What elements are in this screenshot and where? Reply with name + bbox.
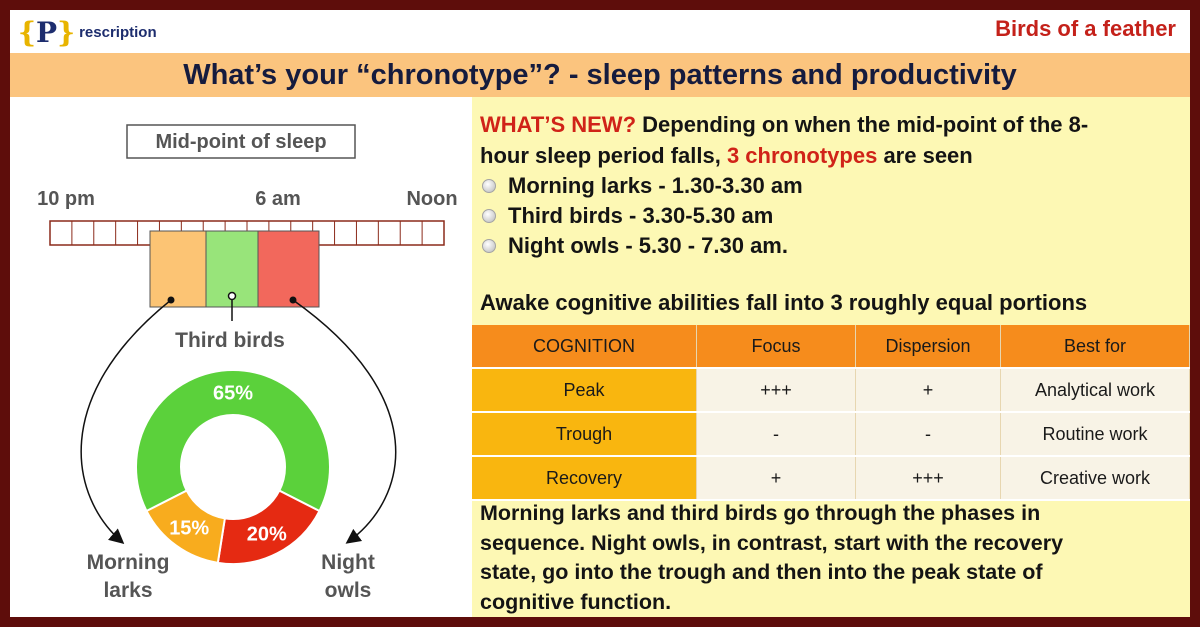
whats-new-text: WHAT’S NEW? Depending on when the mid-point of the 8- hour sleep period falls, 3 chronotypes are seen bbox=[480, 112, 1089, 168]
infographic-frame bbox=[10, 10, 1190, 617]
donut-value-label: 65% bbox=[212, 382, 254, 405]
tagline: Birds of a feather bbox=[995, 16, 1176, 41]
donut-value-label: 15% bbox=[169, 517, 210, 540]
chronotype-donut bbox=[136, 370, 330, 564]
header-focus: Focus bbox=[697, 325, 856, 368]
page-title: What’s your “chronotype”? - sleep patterns and productivity bbox=[10, 53, 1190, 97]
header-best-for: Best for bbox=[1001, 325, 1190, 368]
table-row: Trough - - Routine work bbox=[472, 412, 1190, 456]
list-item: Morning larks - 1.30-3.30 am bbox=[482, 171, 803, 201]
third-birds-label: Third birds bbox=[175, 329, 285, 352]
morning-label-line1: Morning bbox=[86, 551, 170, 574]
bullet-icon bbox=[482, 239, 496, 253]
morning-larks-block bbox=[150, 231, 206, 307]
third-marker bbox=[229, 293, 236, 300]
sleep-diagram bbox=[10, 97, 472, 617]
footer-text: Morning larks and third birds go through the phases in sequence. Night owls, in contrast, start with the recovery state, go into the trough and then into the peak state of cognitive function. bbox=[480, 501, 1064, 614]
awake-line: Awake cognitive abilities fall into 3 roughly equal portions bbox=[480, 290, 1088, 315]
logo-mark: {P} bbox=[18, 15, 76, 49]
morning-label-line2: larks bbox=[103, 579, 153, 602]
chronotypes-highlight: 3 chronotypes bbox=[726, 143, 878, 168]
owls-label-line2: owls bbox=[324, 579, 372, 602]
table-row: Peak +++ + Analytical work bbox=[472, 368, 1190, 412]
header-cognition: COGNITION bbox=[472, 325, 697, 368]
table-header-row bbox=[472, 325, 1190, 368]
donut-value-label: 20% bbox=[246, 523, 287, 546]
table-row: Recovery + +++ Creative work bbox=[472, 456, 1190, 500]
chronotype-list bbox=[482, 171, 803, 261]
logo-text: rescription bbox=[79, 23, 157, 41]
list-item: Third birds - 3.30-5.30 am bbox=[482, 201, 803, 231]
mid-point-label: Mid-point of sleep bbox=[155, 131, 327, 153]
time-label-6am: 6 am bbox=[255, 188, 301, 210]
bullet-icon bbox=[482, 179, 496, 193]
time-label-noon: Noon bbox=[406, 188, 458, 210]
cognition-table bbox=[472, 325, 1190, 501]
time-label-10pm: 10 pm bbox=[37, 188, 95, 210]
whats-new-lead: WHAT’S NEW? bbox=[480, 112, 637, 137]
bullet-icon bbox=[482, 209, 496, 223]
logo bbox=[18, 14, 157, 50]
list-item: Night owls - 5.30 - 7.30 am. bbox=[482, 231, 803, 261]
owls-label-line1: Night bbox=[321, 551, 375, 574]
left-panel bbox=[10, 97, 472, 617]
header-dispersion: Dispersion bbox=[856, 325, 1001, 368]
night-owls-block bbox=[258, 231, 319, 307]
right-panel bbox=[472, 97, 1190, 617]
